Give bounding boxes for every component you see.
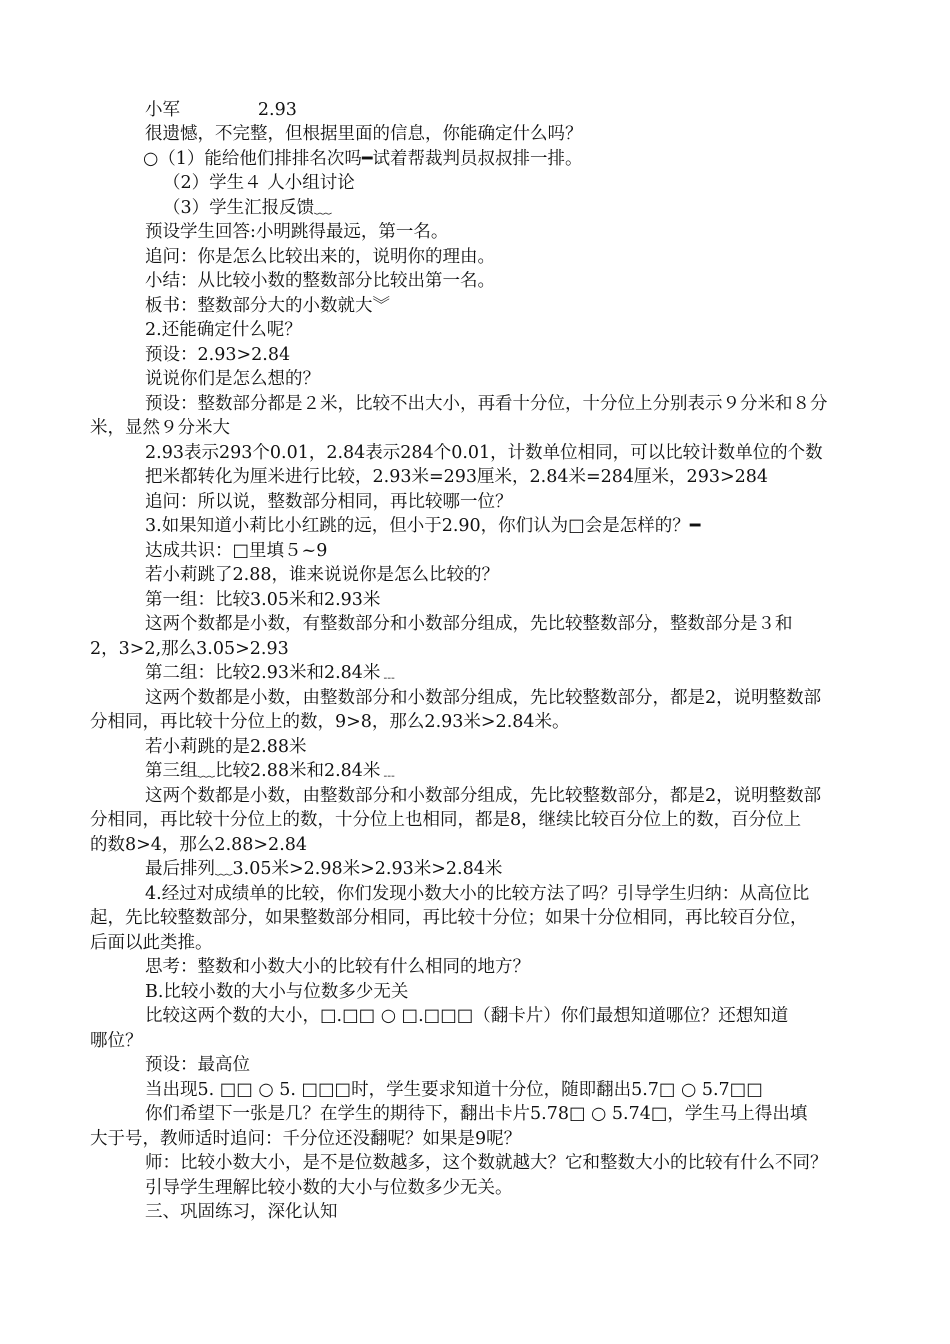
text-line: 米，显然９分米大 xyxy=(90,418,230,438)
text-line: 若小莉跳的是2.88米 xyxy=(145,737,307,757)
text-line: 第一组：比较3.05米和2.93米 xyxy=(145,590,381,610)
text-line: 引导学生理解比较小数的大小与位数多少无关。 xyxy=(145,1178,513,1198)
text-line: 预设学生回答:小明跳得最远，第一名。 xyxy=(145,222,449,242)
text-line: 的数8>4，那么2.88>2.84 xyxy=(90,835,308,855)
section-heading: 三、巩固练习，深化认知 xyxy=(145,1202,338,1222)
text-line: （2）学生４ 人小组讨论 xyxy=(163,173,355,193)
text-line: 师：比较小数大小，是不是位数越多，这个数就越大？它和整数大小的比较有什么不同？ xyxy=(145,1153,828,1173)
text-line: 第二组：比较2.93米和2.84米﹍ xyxy=(145,663,398,683)
text-line: 若小莉跳了2.88，谁来说说你是怎么比较的？ xyxy=(145,565,499,585)
text-line: 起，先比较整数部分，如果整数部分相同，再比较十分位；如果十分位相同，再比较百分位， xyxy=(90,908,808,928)
text-line: 4.经过对成绩单的比较，你们发现小数大小的比较方法了吗？引导学生归纳：从高位比 xyxy=(145,884,810,904)
text-line: 哪位？ xyxy=(90,1031,143,1051)
text-line: 预设：最高位 xyxy=(145,1055,250,1075)
text-line: 最后排列﹏3.05米>2.98米>2.93米>2.84米 xyxy=(145,859,503,879)
text-line: 板书：整数部分大的小数就大︾ xyxy=(145,296,390,316)
text-line: ○（1）能给他们排排名次吗━试着帮裁判员叔叔排一排。 xyxy=(143,149,583,169)
text-line: 当出现5. □□ ○ 5. □□□时，学生要求知道十分位，随即翻出5.7□ ○ 5.7□□ xyxy=(145,1080,763,1100)
text-line: 分相同，再比较十分位上的数，9>8，那么2.93米>2.84米。 xyxy=(90,712,570,732)
text-line: 思考：整数和小数大小的比较有什么相同的地方？ xyxy=(145,957,530,977)
text-line: B.比较小数的大小与位数多少无关 xyxy=(145,982,409,1002)
text-line: 2.还能确定什么呢？ xyxy=(145,320,302,340)
text-line: 追问：你是怎么比较出来的，说明你的理由。 xyxy=(145,247,495,267)
text-line: 后面以此类推。 xyxy=(90,933,213,953)
text-line: 把米都转化为厘米进行比较，2.93米=293厘米，2.84米=284厘米，293>284 xyxy=(145,467,769,487)
text-line: 第三组﹏比较2.88米和2.84米﹍ xyxy=(145,761,398,781)
text-line: 你们希望下一张是几？在学生的期待下，翻出卡片5.78□ ○ 5.74□，学生马上得出填 xyxy=(145,1104,808,1124)
text-line: 大于号，教师适时追问：千分位还没翻呢？如果是9呢？ xyxy=(90,1129,522,1149)
text-line: 分相同，再比较十分位上的数，十分位上也相同，都是8，继续比较百分位上的数，百分位上 xyxy=(90,810,802,830)
text-line: （3）学生汇报反馈﹏ xyxy=(163,198,332,218)
text-line: 3.如果知道小莉比小红跳的远，但小于2.90，你们认为□会是怎样的？━ xyxy=(145,516,701,536)
text-line: 这两个数都是小数，由整数部分和小数部分组成，先比较整数部分，都是2，说明整数部 xyxy=(145,786,822,806)
text-line: 说说你们是怎么想的？ xyxy=(145,369,320,389)
text-line: 很遗憾，不完整，但根据里面的信息，你能确定什么吗？ xyxy=(145,124,583,144)
text-line: 这两个数都是小数，由整数部分和小数部分组成，先比较整数部分，都是2，说明整数部 xyxy=(145,688,822,708)
text-line: 预设：2.93>2.84 xyxy=(145,345,291,365)
text-line: 2.93表示293个0.01，2.84表示284个0.01，计数单位相同，可以比较计数单位的个数 xyxy=(145,443,823,463)
text-line: 比较这两个数的大小，□.□□ ○ □.□□□（翻卡片）你们最想知道哪位？还想知道 xyxy=(145,1006,789,1026)
text-line: 达成共识：□里填５~9 xyxy=(145,541,328,561)
text-line: 小军 2.93 xyxy=(145,100,297,120)
text-line: 预设：整数部分都是２米，比较不出大小，再看十分位，十分位上分别表示９分米和８分 xyxy=(145,394,828,414)
text-line: 追问：所以说，整数部分相同，再比较哪一位？ xyxy=(145,492,513,512)
text-line: 2，3>2,那么3.05>2.93 xyxy=(90,639,289,659)
text-line: 这两个数都是小数，有整数部分和小数部分组成，先比较整数部分，整数部分是３和 xyxy=(145,614,793,634)
text-line: 小结：从比较小数的整数部分比较出第一名。 xyxy=(145,271,495,291)
